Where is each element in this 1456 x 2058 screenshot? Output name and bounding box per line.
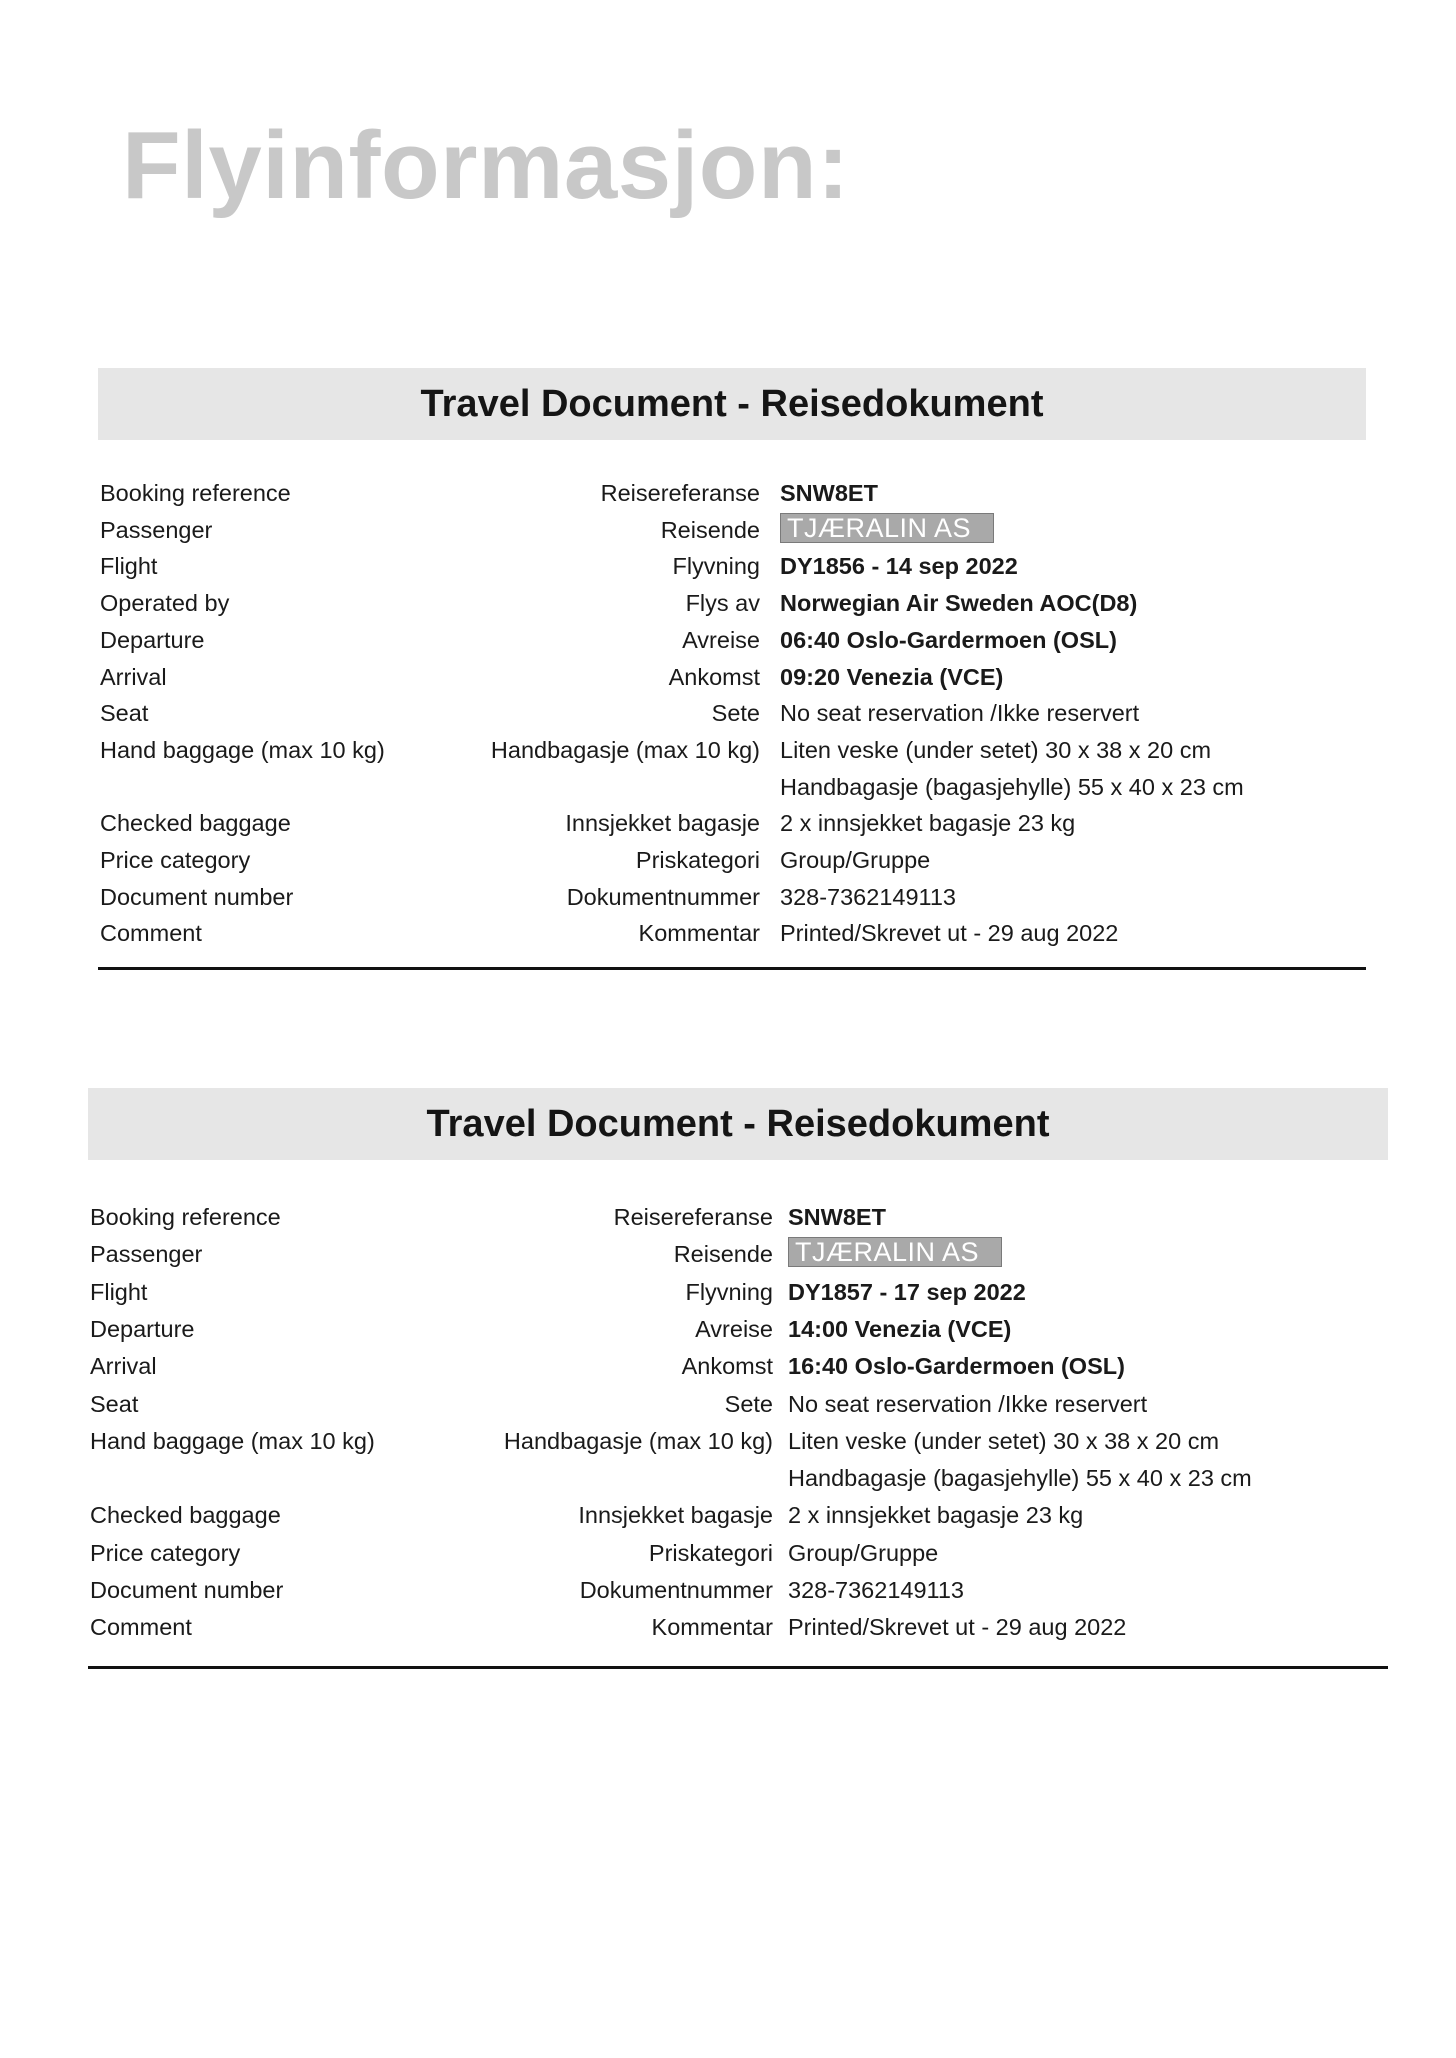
label-no: Avreise [695,1315,773,1342]
label-en: Price category [90,1539,241,1566]
label-no: Kommentar [638,920,760,947]
label-en: Document number [100,883,294,910]
row-document-number [88,1577,1388,1611]
document-header-title: Travel Document - Reisedokument [426,1102,1050,1145]
label-no: Handbagasje (max 10 kg) [503,1427,773,1454]
value: Handbagasje (bagasjehylle) 55 x 40 x 23 cm [780,773,1244,800]
label-en: Booking reference [90,1204,281,1230]
label-no: Handbagasje (max 10 kg) [490,736,760,763]
label-en: Seat [90,1390,139,1417]
value: 2 x innsjekket bagasje 23 kg [780,810,1076,837]
label-no: Dokumentnummer [566,883,760,910]
row-comment [98,920,1366,954]
label-en: Price category [100,847,251,873]
row-price-category [88,1540,1388,1574]
label-en: Booking reference [100,480,291,506]
value: SNW8ET [788,1204,886,1230]
label-no: Reisende [660,516,760,543]
redaction-box: TJÆRALIN AS [788,1237,1002,1267]
label-en: Hand baggage (max 10 kg) [90,1427,375,1454]
row-comment [88,1614,1388,1648]
value: 328-7362149113 [780,883,956,910]
row-operated-by [98,590,1366,624]
row-hand-baggage-max-10-kg [98,737,1366,771]
label-en: Departure [90,1315,195,1342]
value: Group/Gruppe [780,847,931,873]
label-no: Innsjekket bagasje [578,1502,773,1529]
row-flight [98,553,1366,587]
row-price-category [98,847,1366,881]
label-en: Passenger [100,516,213,543]
row-passenger [88,1237,1388,1275]
value: DY1856 - 14 sep 2022 [780,553,1018,580]
label-en: Checked baggage [100,810,291,837]
travel-document-outbound [98,368,1366,976]
value: SNW8ET [780,480,878,506]
passenger-name-redacted [780,513,994,543]
label-en: Passenger [90,1241,203,1268]
label-no: Sete [711,700,760,727]
label-en: Seat [100,700,149,727]
label-no: Flyvning [685,1278,773,1305]
label-en: Checked baggage [90,1502,281,1529]
document-header [98,368,1366,440]
label-no: Reisereferanse [613,1204,773,1230]
label-en: Document number [90,1577,284,1603]
label-no: Avreise [682,626,760,653]
label-en: Arrival [100,663,167,690]
value: DY1857 - 17 sep 2022 [788,1278,1026,1305]
value: Norwegian Air Sweden AOC(D8) [780,590,1138,617]
document-header [88,1088,1388,1160]
label-no: Flys av [685,590,760,617]
value: Liten veske (under setet) 30 x 38 x 20 cm [788,1427,1220,1454]
label-en: Operated by [100,590,230,617]
value: No seat reservation /Ikke reservert [780,700,1140,727]
label-no: Kommentar [651,1614,773,1641]
label-en: Flight [100,553,158,580]
document-divider [88,1666,1388,1669]
row-arrival [88,1353,1388,1387]
label-en: Flight [90,1278,148,1305]
value: Handbagasje (bagasjehylle) 55 x 40 x 23 cm [788,1465,1252,1492]
page-title: Flyinformasjon: [122,112,850,219]
document-header-title: Travel Document - Reisedokument [420,382,1044,425]
value: Printed/Skrevet ut - 29 aug 2022 [780,920,1119,947]
row-document-number [98,884,1366,918]
label-no: Ankomst [668,663,760,690]
label-no: Dokumentnummer [579,1577,773,1603]
document-divider [98,967,1366,970]
row-seat [88,1391,1388,1425]
row-passenger [98,512,1366,551]
row-arrival [98,664,1366,698]
value: 09:20 Venezia (VCE) [780,663,1004,690]
label-no: Flyvning [672,553,760,580]
value: 328-7362149113 [788,1577,964,1603]
row-checked-baggage [98,810,1366,844]
value: Printed/Skrevet ut - 29 aug 2022 [788,1614,1127,1641]
label-no: Ankomst [681,1353,773,1380]
passenger-name-redacted [788,1237,1002,1267]
label-en: Comment [90,1614,192,1641]
redaction-box: TJÆRALIN AS [780,513,994,543]
label-no: Reisereferanse [600,480,760,506]
row-flight [88,1279,1388,1313]
row-departure [98,627,1366,661]
row-seat [98,700,1366,734]
label-en: Arrival [90,1353,157,1380]
travel-document-return [88,1088,1388,1680]
row-departure [88,1316,1388,1350]
value: Group/Gruppe [788,1539,939,1566]
label-no: Reisende [673,1241,773,1268]
value: 14:00 Venezia (VCE) [788,1315,1012,1342]
label-no: Priskategori [635,847,760,873]
label-en: Departure [100,626,205,653]
row-booking-reference [98,480,1366,514]
row-checked-baggage [88,1502,1388,1536]
row-hand-baggage-max-10-kg [88,1428,1388,1462]
value: No seat reservation /Ikke reservert [788,1390,1148,1417]
row-hand-baggage-max-10-kg-cont [98,774,1366,808]
value: 06:40 Oslo-Gardermoen (OSL) [780,626,1117,653]
label-en: Comment [100,920,202,947]
row-hand-baggage-max-10-kg-cont [88,1465,1388,1499]
label-no: Innsjekket bagasje [565,810,760,837]
label-no: Priskategori [648,1539,773,1566]
value: 16:40 Oslo-Gardermoen (OSL) [788,1353,1125,1380]
value: 2 x innsjekket bagasje 23 kg [788,1502,1084,1529]
label-en: Hand baggage (max 10 kg) [100,736,385,763]
label-no: Sete [724,1390,773,1417]
row-booking-reference [88,1204,1388,1238]
value: Liten veske (under setet) 30 x 38 x 20 cm [780,736,1212,763]
